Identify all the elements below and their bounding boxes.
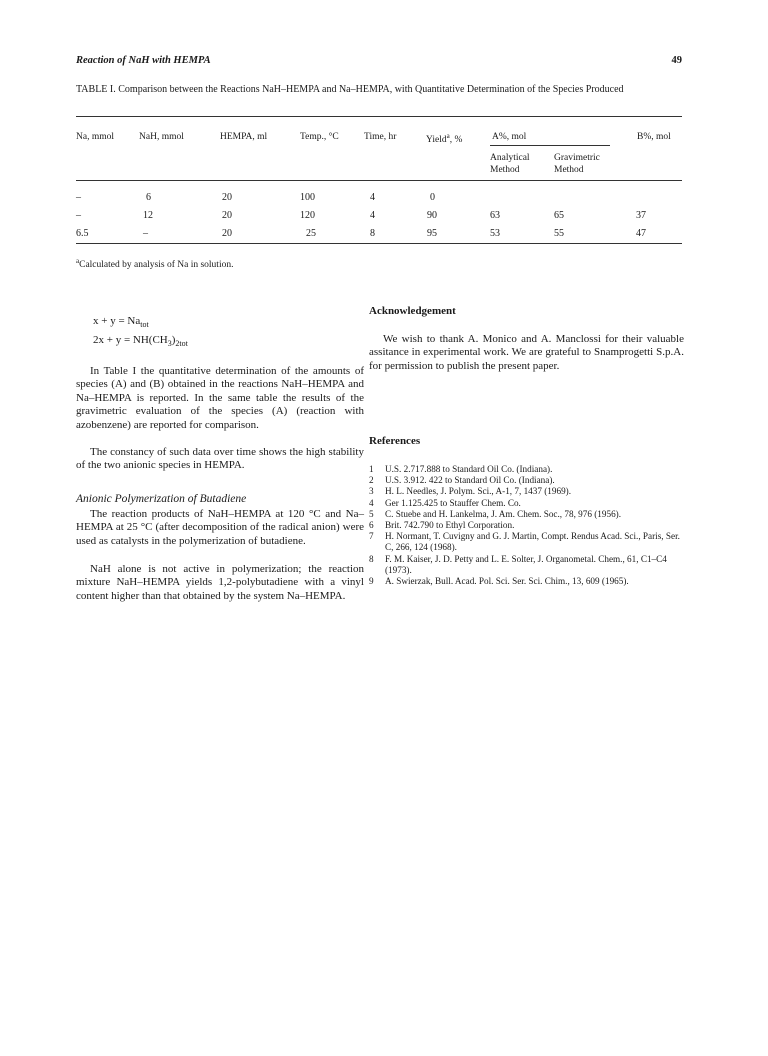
table-cell: 100 [300, 192, 315, 203]
table-cell: 53 [490, 228, 500, 239]
ref-text: Brit. 742.790 to Ethyl Corporation. [385, 520, 515, 531]
table-cell: 65 [554, 210, 564, 221]
eq2-text: 2x + y = NH(CH [93, 334, 168, 346]
paragraph-1: In Table I the quantitative determination of the amounts of species (A) and (B) obtained in the reactions NaH–HEMPA and Na–HEMPA is reported. In the same table the results of the gravimetric evaluation of the species (A) (reaction with azobenzene) are reported for comparison. [76, 365, 364, 431]
yield-unit: , % [449, 135, 463, 146]
table-header-rule [76, 180, 682, 181]
a-subheader-rule [490, 145, 610, 146]
ref-text: H. L. Needles, J. Polym. Sci., A-1, 7, 1437 (1969). [385, 486, 572, 497]
table-cell: 0 [430, 192, 435, 203]
col-header-na: Na, mmol [76, 132, 114, 142]
col-header-yield [426, 132, 462, 145]
table-cell: 120 [300, 210, 315, 221]
eq1-text: x + y = Na [93, 315, 141, 327]
equation-2 [93, 334, 188, 348]
ref-number: 1 [369, 464, 374, 474]
col-header-a: A%, mol [492, 132, 527, 142]
list-item [369, 464, 685, 475]
paragraph-2: The constancy of such data over time shows the high stability of the two anionic species in HEMPA. [76, 446, 364, 472]
list-item [369, 576, 685, 587]
table-caption: TABLE I. Comparison between the Reactions NaH–HEMPA and Na–HEMPA, with Quantitative Determination of the Species Produced [76, 84, 624, 95]
ref-number: 8 [369, 553, 374, 564]
table-cell: 55 [554, 228, 564, 239]
ref-text: C. Stuebe and H. Lankelma, J. Am. Chem. Soc., 78, 976 (1956). [385, 508, 622, 519]
table-cell: – [76, 192, 81, 203]
ref-text: H. Normant, T. Cuvigny and G. J. Martin, Compt. Rendus Acad. Sci., Paris, Ser. C, 266, 124 (1968). [385, 531, 680, 553]
table-cell: 6.5 [76, 228, 89, 239]
col-header-nah: NaH, mmol [139, 132, 184, 142]
col-header-temp: Temp., °C [300, 132, 339, 142]
ref-text: Ger 1.125.425 to Stauffer Chem. Co. [385, 497, 521, 508]
table-footnote [76, 257, 233, 270]
paragraph-4: NaH alone is not active in polymerization; the reaction mixture NaH–HEMPA yields 1,2-polybutadiene with a vinyl content higher than that obtained by the system Na–HEMPA. [76, 563, 364, 602]
yield-label: Yield [426, 135, 447, 146]
list-item [369, 509, 685, 520]
eq2-sub3: 3 [167, 339, 172, 349]
equation-1 [93, 315, 149, 329]
references-list [369, 464, 685, 587]
list-item [369, 475, 685, 486]
ref-text: F. M. Kaiser, J. D. Petty and L. E. Solter, J. Organometal. Chem., 61, C1–C4 (1973). [385, 553, 667, 575]
list-item [369, 520, 685, 531]
running-title: Reaction of NaH with HEMPA [76, 55, 211, 66]
paragraph-3: The reaction products of NaH–HEMPA at 120 °C and Na–HEMPA at 25 °C (after decomposition of the radical anion) were used as catalysts in the polymerization of butadiene. [76, 508, 364, 547]
list-item [369, 498, 685, 509]
yield-footnote-mark: a [446, 132, 450, 140]
page-number: 49 [671, 55, 682, 66]
col-header-b: B%, mol [637, 132, 671, 142]
ref-text: U.S. 2.717.888 to Standard Oil Co. (Indiana). [385, 464, 553, 474]
table-cell: – [76, 210, 81, 221]
table-cell: 20 [222, 228, 232, 239]
table-top-rule [76, 116, 682, 117]
list-item [369, 554, 685, 576]
ref-number: 7 [369, 531, 374, 542]
eq2-sub2: 2tot [175, 339, 188, 349]
eq1-sub: tot [140, 320, 149, 330]
footnote-text: Calculated by analysis of Na in solution. [79, 260, 234, 271]
ref-number: 9 [369, 576, 374, 587]
table-cell: 63 [490, 210, 500, 221]
ack-text: We wish to thank A. Monico and A. Manclossi for their valuable assitance in experimental work. We are grateful to Snamprogetti S.p.A. for permission to publish the present paper. [369, 333, 684, 372]
subheader-analytical: Analytical Method [490, 153, 530, 175]
section-heading: Anionic Polymerization of Butadiene [76, 493, 247, 505]
table-cell: 20 [222, 192, 232, 203]
list-item [369, 531, 685, 553]
table-cell: 4 [370, 192, 375, 203]
col-header-time: Time, hr [364, 132, 397, 142]
ref-number: 6 [369, 520, 374, 531]
table-cell: 8 [370, 228, 375, 239]
table-cell: 6 [146, 192, 151, 203]
table-cell: 47 [636, 228, 646, 239]
table-cell: 95 [427, 228, 437, 239]
subheader-gravimetric: Gravimetric Method [554, 153, 600, 175]
ref-number: 5 [369, 508, 374, 519]
table-cell: 25 [306, 228, 316, 239]
list-item [369, 486, 685, 497]
table-bottom-rule [76, 243, 682, 244]
ref-number: 2 [369, 475, 374, 486]
table-cell: 20 [222, 210, 232, 221]
ref-number: 4 [369, 497, 374, 508]
col-header-hempa: HEMPA, ml [220, 132, 268, 142]
ref-text: A. Swierzak, Bull. Acad. Pol. Sci. Ser. Sci. Chim., 13, 609 (1965). [385, 576, 629, 587]
eq2-paren: ) [171, 334, 176, 346]
ack-heading: Acknowledgement [369, 305, 456, 317]
ref-number: 3 [369, 486, 374, 497]
ref-text: U.S. 3.912. 422 to Standard Oil Co. (Indiana). [385, 475, 555, 486]
footnote-mark: a [76, 257, 80, 265]
table-cell: 12 [143, 210, 153, 221]
refs-heading: References [369, 435, 421, 447]
table-cell: 4 [370, 210, 375, 221]
table-cell: 37 [636, 210, 646, 221]
table-cell: – [143, 228, 148, 239]
table-cell: 90 [427, 210, 437, 221]
